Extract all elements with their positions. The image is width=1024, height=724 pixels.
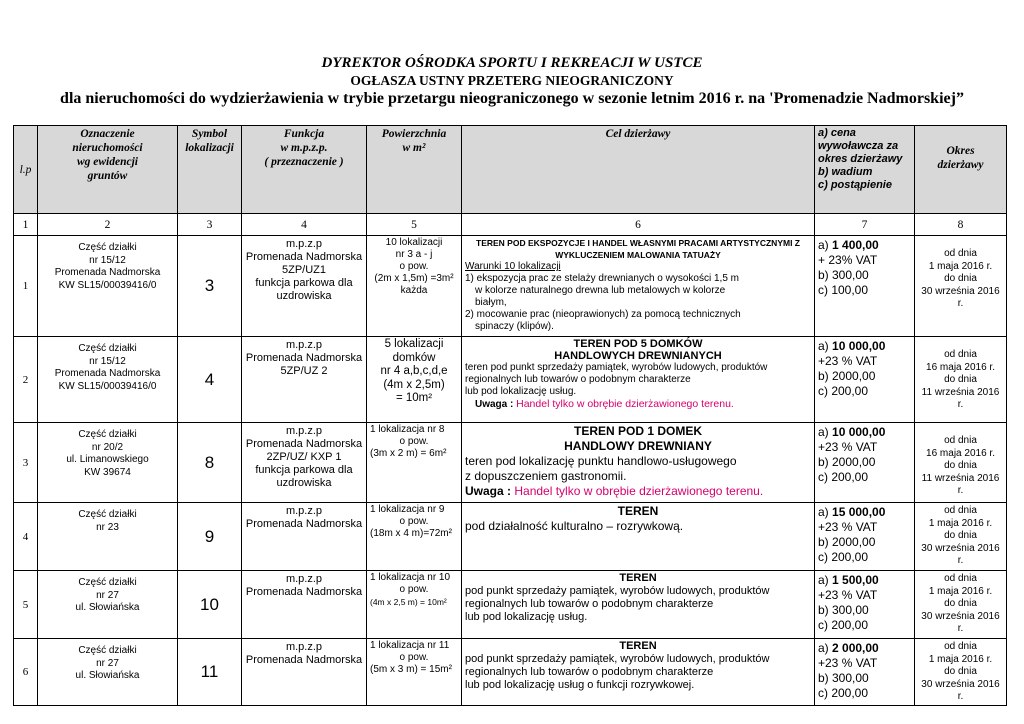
row-symbol: 10 [178,571,242,639]
row-funkcja: m.p.z.p Promenada Nadmorska 2ZP/UZ/ KXP 1 funkcja parkowa dla uzdrowiska [242,423,367,503]
col-number: 8 [915,214,1007,236]
table-row [14,503,1007,571]
row-funkcja: m.p.z.p Promenada Nadmorska [242,639,367,706]
column-number-row [14,214,1007,236]
col-oznaczenie-header: Oznaczenie nieruchomości wg ewidencji gruntów [38,126,178,214]
col-cena-header: a) cena wywoławcza za okres dzierżawy b) wadium c) postąpienie [815,126,915,214]
row-cena: a) 15 000,00 +23 % VAT b) 2000,00 c) 200,00 [815,503,915,571]
header-title: DYREKTOR OŚRODKA SPORTU I REKREACJI W USTCE [321,55,703,71]
row-okres: od dnia 16 maja 2016 r. do dnia 11 września 2016 r. [915,337,1007,423]
col-lp-header: l.p [14,126,38,214]
row-cena: a) 1 500,00 +23 % VAT b) 300,00 c) 200,00 [815,571,915,639]
row-oznaczenie: Część działki nr 15/12 Promenada Nadmorska KW SL15/00039416/0 [38,236,178,337]
row-powierzchnia: 10 lokalizacji nr 3 a - j o pow. (2m x 1,5m) =3m² każda [367,236,462,337]
row-okres: od dnia 1 maja 2016 r. do dnia 30 września 2016 r. [915,571,1007,639]
col-funkcja-header: Funkcja w m.p.z.p. ( przeznaczenie ) [242,126,367,214]
row-symbol: 8 [178,423,242,503]
row-symbol: 4 [178,337,242,423]
row-cena: a) 10 000,00 +23 % VAT b) 2000,00 c) 200,00 [815,423,915,503]
col-number: 5 [367,214,462,236]
row-cel: TEREN pod działalność kulturalno – rozrywkową. [462,503,815,571]
col-cel-header: Cel dzierżawy [462,126,815,214]
col-symbol-header: Symbol lokalizacji [178,126,242,214]
col-number: 6 [462,214,815,236]
row-lp: 4 [14,503,38,571]
row-funkcja: m.p.z.p Promenada Nadmorska 5ZP/UZ 2 [242,337,367,423]
table-row [14,236,1007,337]
row-oznaczenie: Część działki nr 27 ul. Słowiańska [38,571,178,639]
row-lp: 1 [14,236,38,337]
col-number: 2 [38,214,178,236]
col-number: 7 [815,214,915,236]
tender-table [13,125,1007,706]
row-funkcja: m.p.z.p Promenada Nadmorska [242,571,367,639]
row-cena: a) 2 000,00 +23 % VAT b) 300,00 c) 200,00 [815,639,915,706]
col-powierzchnia-header: Powierzchnia w m² [367,126,462,214]
table-header-row [14,126,1007,214]
row-lp: 2 [14,337,38,423]
row-powierzchnia: 1 lokalizacja nr 9 o pow. (18m x 4 m)=72m² [367,503,462,571]
row-cel: TEREN POD 5 DOMKÓW HANDLOWYCH DREWNIANYCH teren pod punkt sprzedaży pamiątek, wyrobów ludowych, produktów regionalnych lub towarów o podobnym charakterze lub pod lokalizację usług. Uwaga : Handel tylko w obrębie dzierżawionego terenu. [462,337,815,423]
table-row [14,639,1007,706]
row-cel: TEREN pod punkt sprzedaży pamiątek, wyrobów ludowych, produktów regionalnych lub towarów o podobnym charakterze lub pod lokalizację usług. [462,571,815,639]
table-row [14,337,1007,423]
row-powierzchnia: 5 lokalizacji domków nr 4 a,b,c,d,e (4m x 2,5m) = 10m² [367,337,462,423]
col-number: 4 [242,214,367,236]
row-symbol: 11 [178,639,242,706]
row-symbol: 9 [178,503,242,571]
row-lp: 6 [14,639,38,706]
row-okres: od dnia 1 maja 2016 r. do dnia 30 września 2016 r. [915,236,1007,337]
row-oznaczenie: Część działki nr 23 [38,503,178,571]
row-cena: a) 1 400,00 + 23% VAT b) 300,00 c) 100,00 [815,236,915,337]
row-cel: TEREN POD EKSPOZYCJE I HANDEL WŁASNYMI PRACAMI ARTYSTYCZNYMI Z WYKLUCZENIEM MALOWANIA TATUAŻY Warunki 10 lokalizacji 1) ekspozycja prac ze stelaży drewnianych o wysokości 1,5 m w kolorze naturalnego drewna lub metalowych w kolorze białym, 2) mocowanie prac (nieoprawionych) za pomocą technicznych spinaczy (klipów). [462,236,815,337]
row-okres: od dnia 16 maja 2016 r. do dnia 11 września 2016 r. [915,423,1007,503]
row-cel: TEREN pod punkt sprzedaży pamiątek, wyrobów ludowych, produktów regionalnych lub towarów o podobnym charakterze lub pod lokalizację usług o funkcji rozrywkowej. [462,639,815,706]
col-number: 1 [14,214,38,236]
col-number: 3 [178,214,242,236]
row-powierzchnia: 1 lokalizacja nr 8 o pow. (3m x 2 m) = 6m² [367,423,462,503]
col-okres-header: Okres dzierżawy [915,126,1007,214]
row-okres: od dnia 1 maja 2016 r. do dnia 30 września 2016 r. [915,639,1007,706]
table-row [14,571,1007,639]
row-funkcja: m.p.z.p Promenada Nadmorska [242,503,367,571]
row-oznaczenie: Część działki nr 15/12 Promenada Nadmorska KW SL15/00039416/0 [38,337,178,423]
row-powierzchnia: 1 lokalizacja nr 11 o pow. (5m x 3 m) = 15m² [367,639,462,706]
row-symbol: 3 [178,236,242,337]
header-subtitle: OGŁASZA USTNY PRZETERG NIEOGRANICZONY [350,73,674,88]
row-oznaczenie: Część działki nr 20/2 ul. Limanowskiego KW 39674 [38,423,178,503]
row-cena: a) 10 000,00 +23 % VAT b) 2000,00 c) 200,00 [815,337,915,423]
table-row [14,423,1007,503]
row-funkcja: m.p.z.p Promenada Nadmorska 5ZP/UZ1 funkcja parkowa dla uzdrowiska [242,236,367,337]
row-oznaczenie: Część działki nr 27 ul. Słowiańska [38,639,178,706]
row-cel: TEREN POD 1 DOMEK HANDLOWY DREWNIANY teren pod lokalizację punktu handlowo-usługowego z dopuszczeniem gastronomii. Uwaga : Handel tylko w obrębie dzierżawionego terenu. [462,423,815,503]
row-powierzchnia: 1 lokalizacja nr 10 o pow. (4m x 2,5 m) = 10m² [367,571,462,639]
row-lp: 5 [14,571,38,639]
row-lp: 3 [14,423,38,503]
header-description: dla nieruchomości do wydzierżawienia w trybie przetargu nieograniczonego w sezonie letnim 2016 r. na 'Promenadzie Nadmorskiej” [60,90,964,107]
row-okres: od dnia 1 maja 2016 r. do dnia 30 września 2016 r. [915,503,1007,571]
